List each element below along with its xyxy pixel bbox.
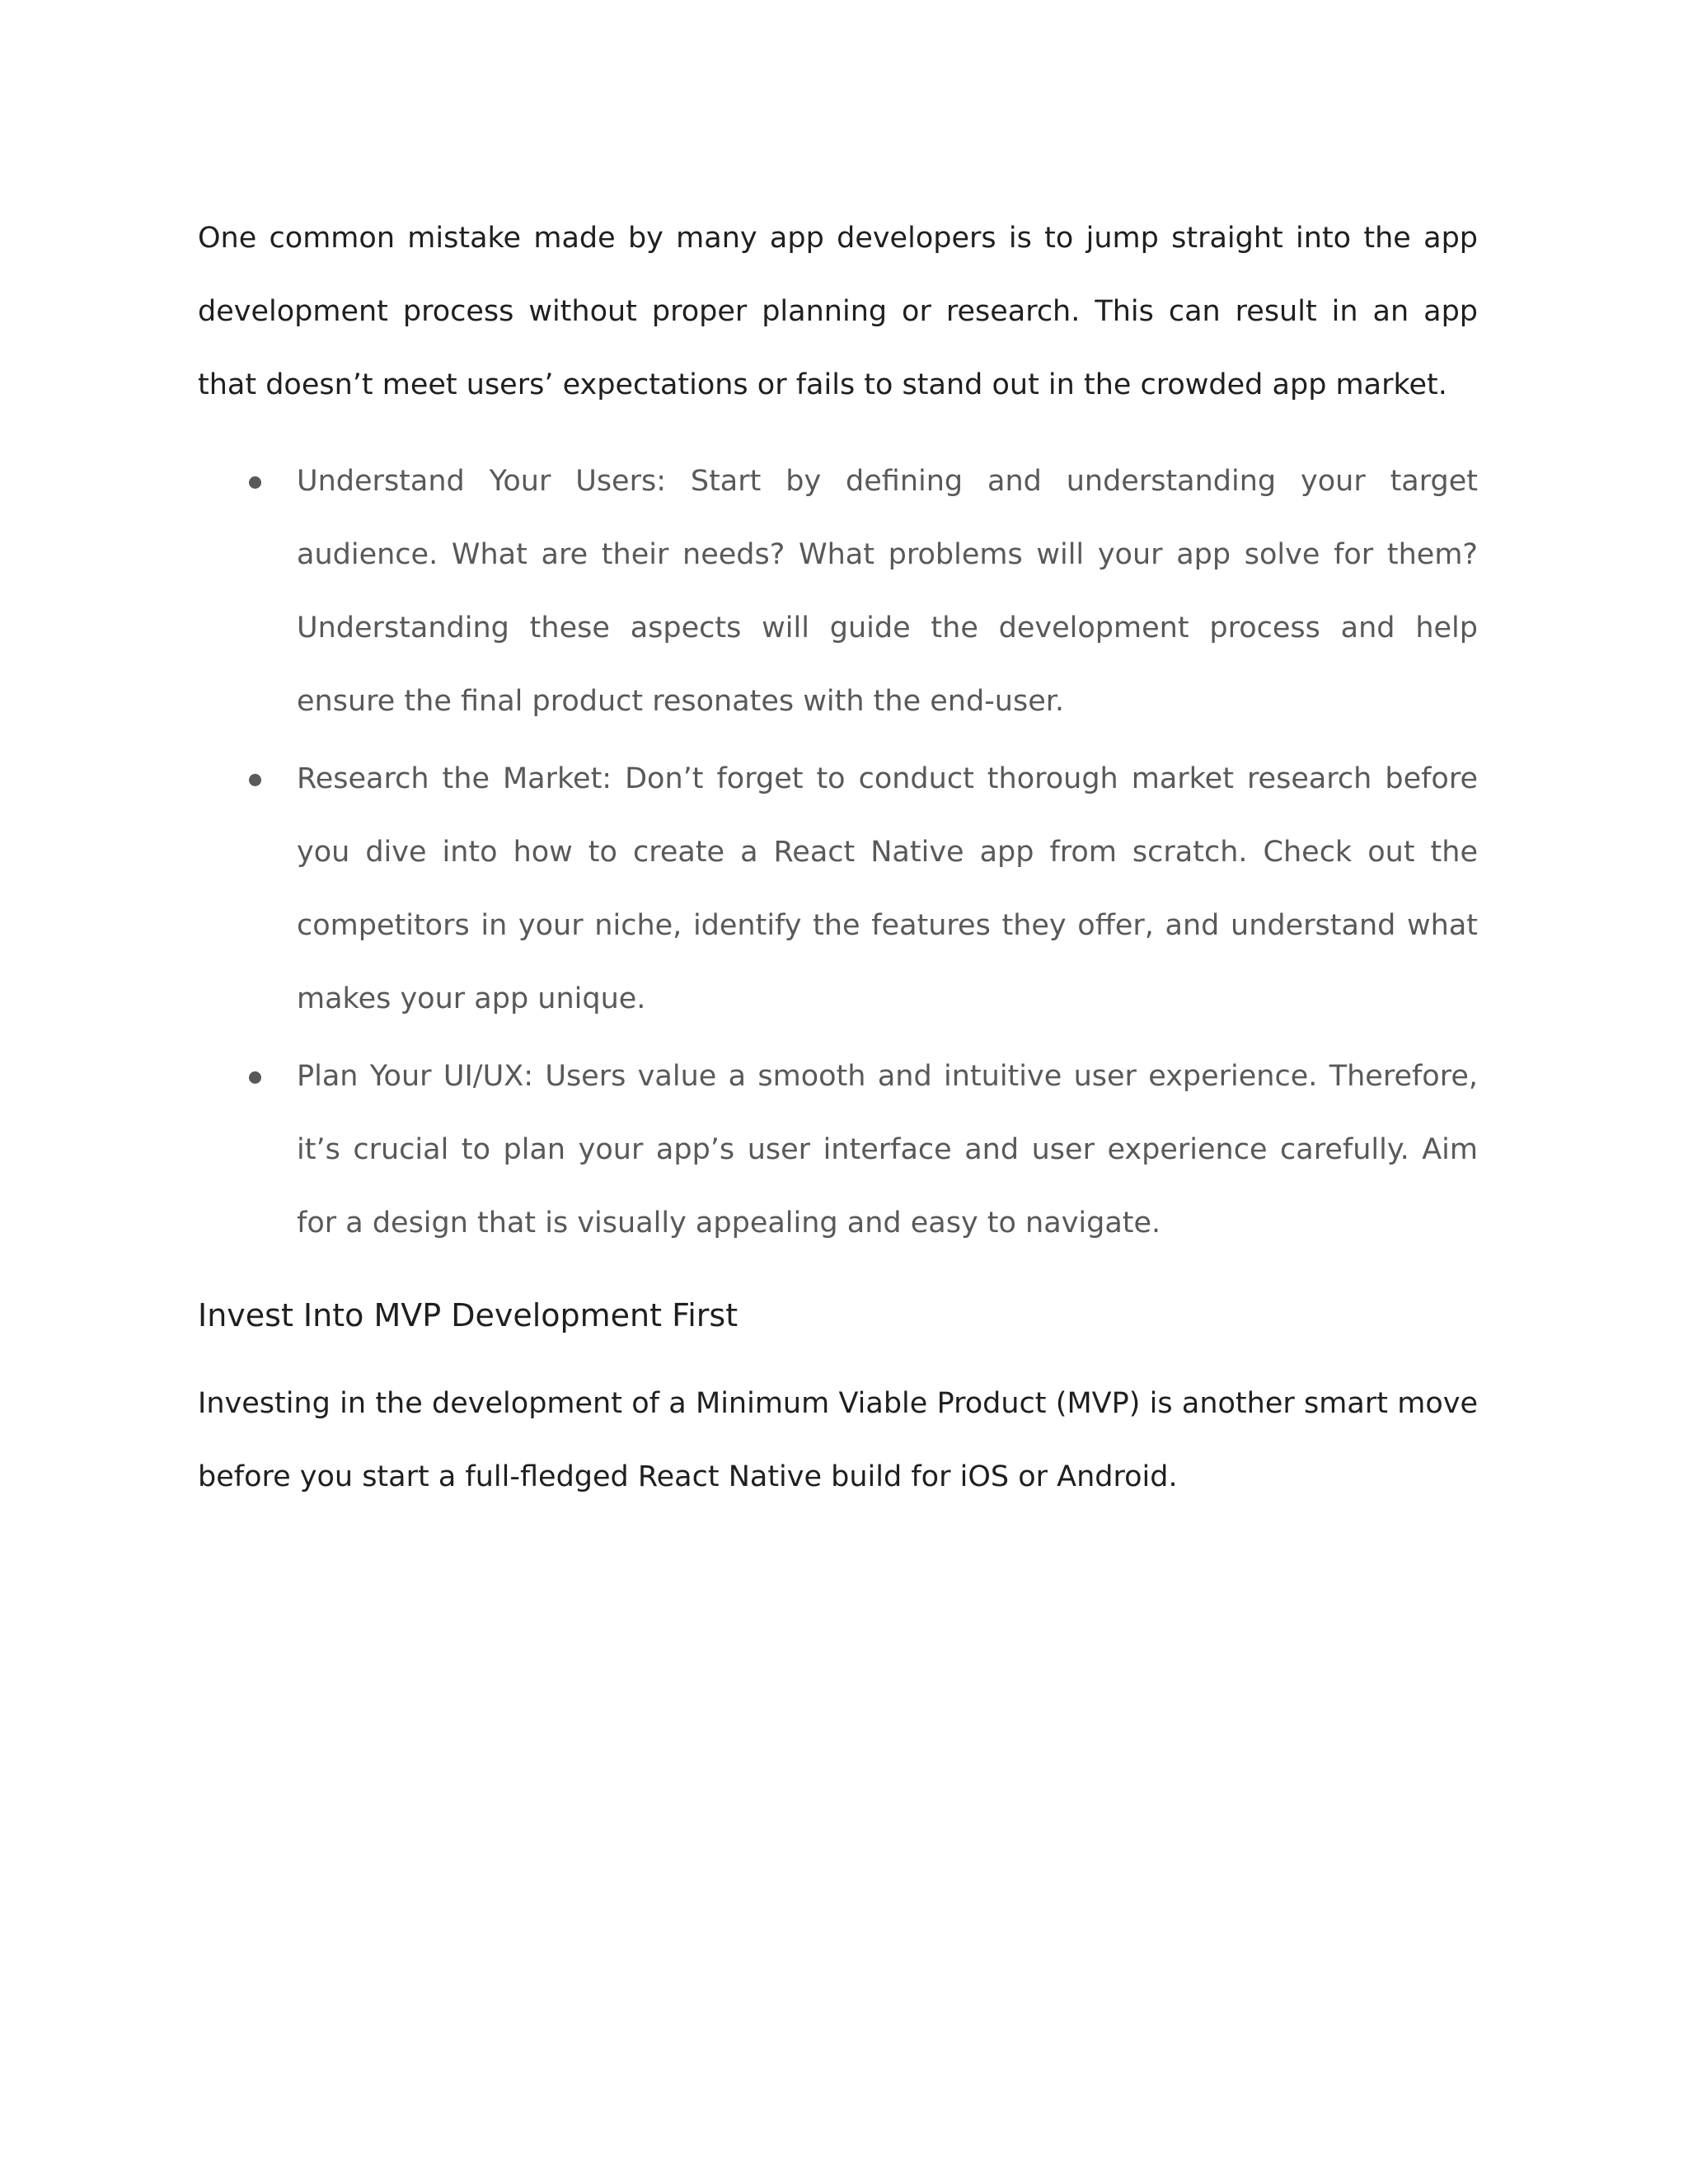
list-item-text: Understand Your Users: Start by defining and understanding your target audience. What are their needs? What problems will your app solve for them? Understanding these aspects will guide the development process and help ensure the final product resonates with the end-user. (297, 465, 1478, 718)
section-paragraph: Investing in the development of a Minimum Viable Product (MVP) is another smart move before you start a full-fledged React Native build for iOS or Android. (198, 1387, 1478, 1493)
bullet-icon (249, 476, 261, 489)
list-item-text: Plan Your UI/UX: Users value a smooth and intuitive user experience. Therefore, it’s crucial to plan your app’s user interface and user experience carefully. Aim for a design that is visually appealing and easy to navigate. (297, 1060, 1478, 1240)
intro-paragraph: One common mistake made by many app developers is to jump straight into the app development process without proper planning or research. This can result in an app that doesn’t meet users’ expectations or fails to stand out in the crowded app market. (198, 222, 1478, 401)
list-item (198, 445, 1478, 738)
list-item-text: Research the Market: Don’t forget to conduct thorough market research before you dive into how to create a React Native app from scratch. Check out the competitors in your niche, identify the features they offer, and understand what makes your app unique. (297, 762, 1478, 1015)
bullet-icon (249, 774, 261, 786)
tips-list (198, 445, 1478, 1260)
list-item (198, 743, 1478, 1036)
bullet-icon (249, 1071, 261, 1084)
section-heading: Invest Into MVP Development First (198, 1297, 738, 1333)
list-item (198, 1040, 1478, 1260)
document-content (198, 202, 1478, 1514)
